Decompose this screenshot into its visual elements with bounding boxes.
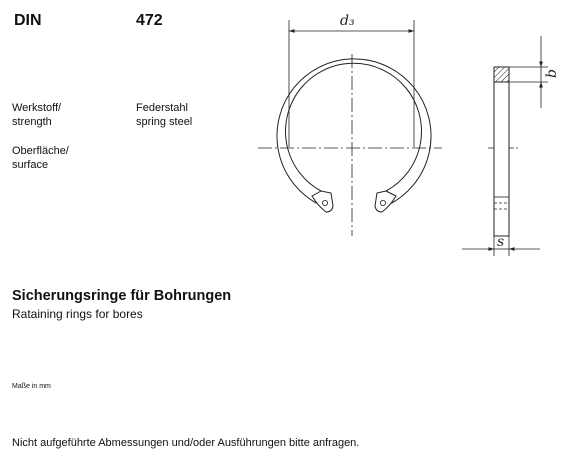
standard-number: 472 [136,12,163,29]
surface-label-de: Oberfläche/ [12,145,69,157]
material-value-de: Federstahl [136,102,188,114]
surface-label-en: surface [12,159,49,171]
product-title-de: Sicherungsringe für Bohrungen [12,288,232,304]
dimension-b [509,36,548,108]
units-note: Maße in mm [12,383,51,390]
dimension-d3 [289,20,414,147]
material-label-en: strength [12,116,52,128]
material-value-en: spring steel [136,116,193,128]
material-label-de: Werkstoff/ [12,102,62,114]
footer-note: Nicht aufgeführte Abmessungen und/oder Ausführungen bitte anfragen. [12,437,360,449]
d3-label: d₃ [340,13,355,29]
s-label: s [497,234,505,250]
retaining-ring-front-view [277,59,431,212]
retaining-ring-side-view [488,67,520,236]
product-title-en: Rataining rings for bores [12,307,143,321]
b-label: b [544,69,560,78]
standard-label: DIN [14,12,42,29]
